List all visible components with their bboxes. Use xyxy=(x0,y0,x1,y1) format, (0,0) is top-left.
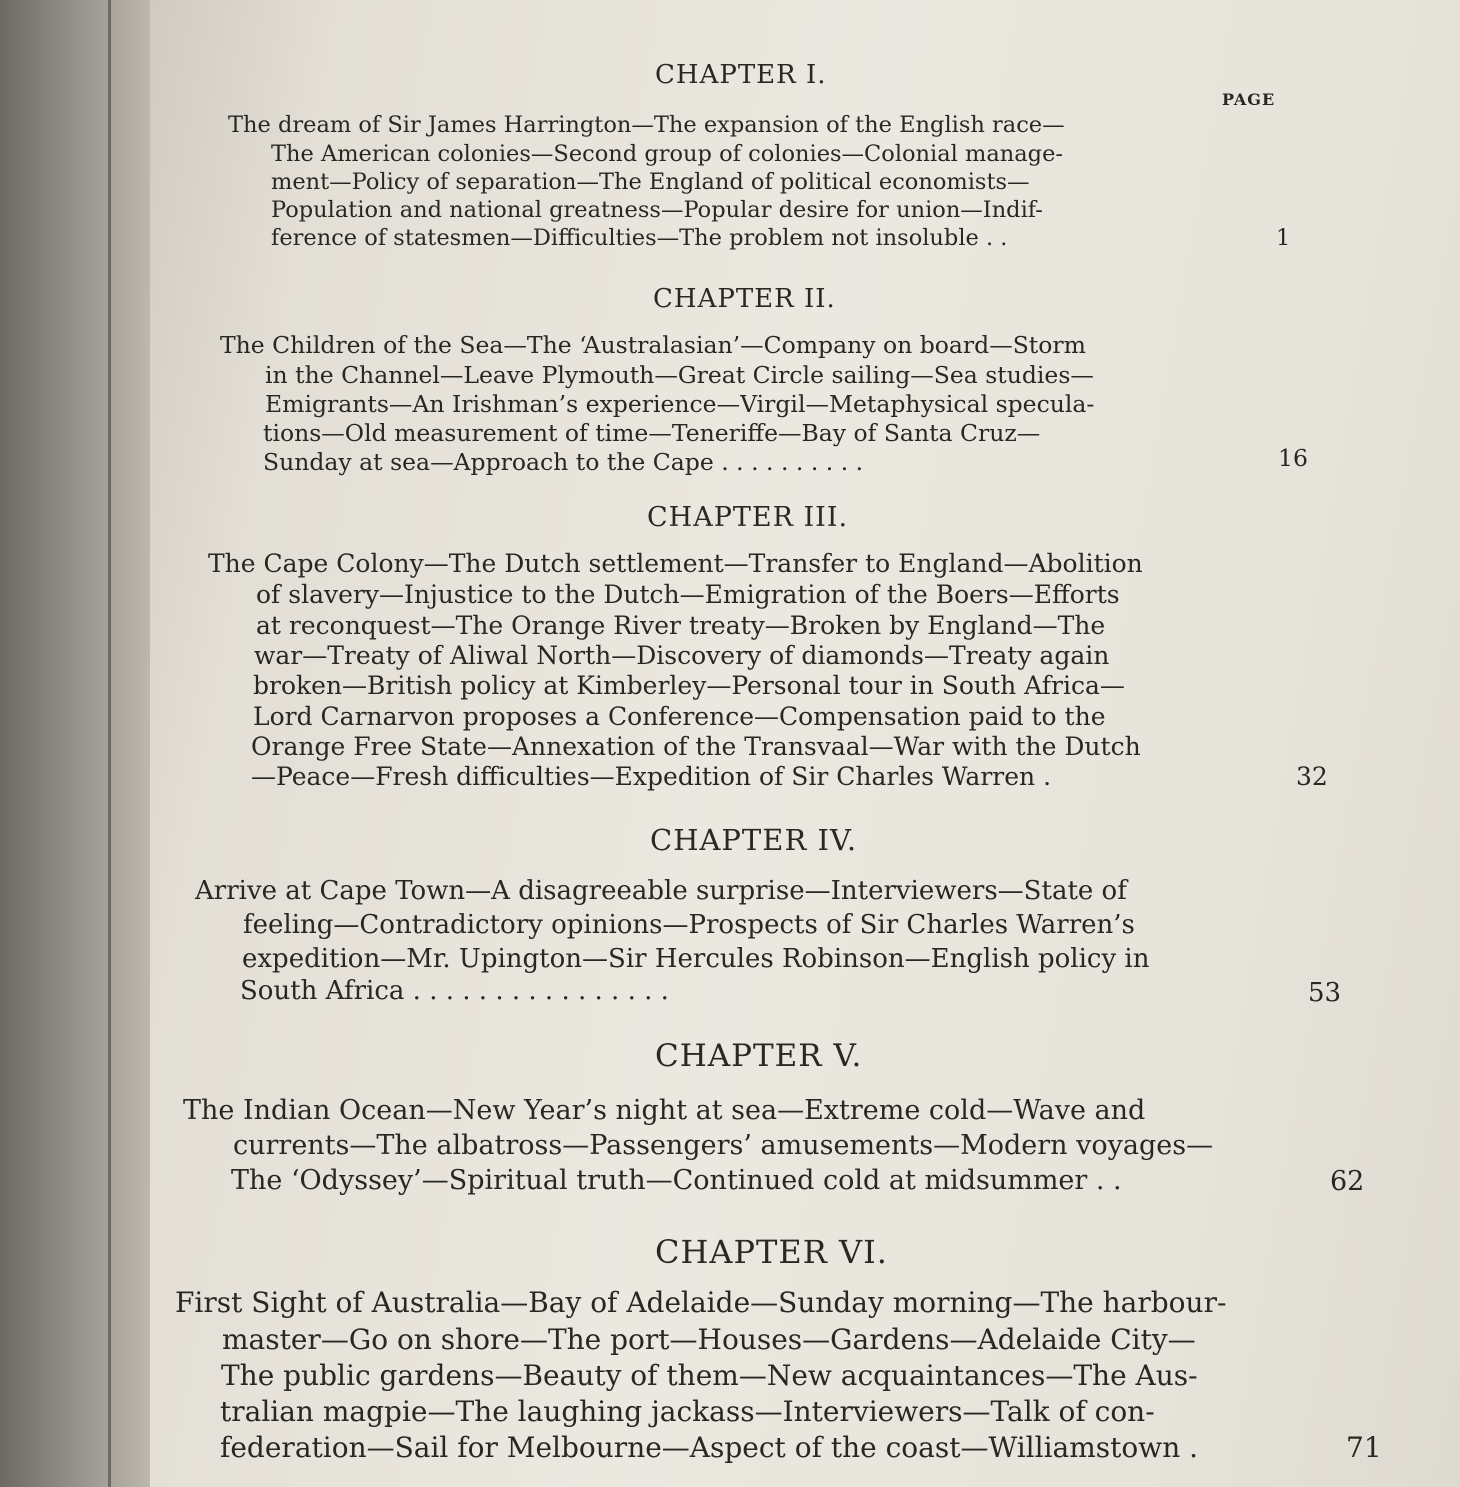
chapter-3-line-3: at reconquest—The Orange River treaty—Broken by England—The xyxy=(256,611,1106,640)
chapter-4-line-4: South Africa . . . . . . . . . . . . . . . . xyxy=(240,976,669,1006)
chapter-2-line-3: Emigrants—An Irishman’s experience—Virgil—Metaphysical specula- xyxy=(265,390,1095,418)
chapter-6-line-3: The public gardens—Beauty of them—New acquaintances—The Aus- xyxy=(221,1359,1198,1392)
chapter-6-line-1: First Sight of Australia—Bay of Adelaide—Sunday morning—The harbour- xyxy=(175,1286,1227,1319)
chapter-2-line-2: in the Channel—Leave Plymouth—Great Circle sailing—Sea studies— xyxy=(265,361,1094,389)
chapter-6-title: CHAPTER VI. xyxy=(655,1233,888,1271)
chapter-3-page-number: 32 xyxy=(1296,762,1328,791)
chapter-5-page-number: 62 xyxy=(1330,1166,1365,1197)
gutter-shadow xyxy=(108,0,111,1487)
chapter-3-line-2: of slavery—Injustice to the Dutch—Emigration of the Boers—Efforts xyxy=(256,580,1120,609)
chapter-3-line-4: war—Treaty of Aliwal North—Discovery of diamonds—Treaty again xyxy=(254,641,1110,670)
page-column-heading: PAGE xyxy=(1222,90,1276,109)
chapter-5-line-2: currents—The albatross—Passengers’ amusements—Modern voyages— xyxy=(233,1130,1214,1161)
chapter-6-line-2: master—Go on shore—The port—Houses—Gardens—Adelaide City— xyxy=(222,1323,1196,1356)
chapter-4-line-1: Arrive at Cape Town—A disagreeable surprise—Interviewers—State of xyxy=(195,876,1127,906)
chapter-5-line-1: The Indian Ocean—New Year’s night at sea—Extreme cold—Wave and xyxy=(183,1095,1146,1126)
chapter-5-line-3: The ‘Odyssey’—Spiritual truth—Continued cold at midsummer . . xyxy=(231,1165,1122,1196)
chapter-2-page-number: 16 xyxy=(1278,444,1308,472)
chapter-4-page-number: 53 xyxy=(1308,978,1342,1008)
chapter-4-title: CHAPTER IV. xyxy=(650,823,858,857)
book-spine xyxy=(0,0,150,1487)
chapter-3-line-8: —Peace—Fresh difficulties—Expedition of Sir Charles Warren . xyxy=(251,762,1052,791)
chapter-2-line-5: Sunday at sea—Approach to the Cape . . . . . . . . . . xyxy=(263,448,864,476)
chapter-6-line-4: tralian magpie—The laughing jackass—Interviewers—Talk of con- xyxy=(220,1395,1155,1428)
chapter-3-title: CHAPTER III. xyxy=(647,502,849,533)
chapter-6-page-number: 71 xyxy=(1346,1431,1382,1464)
chapter-3-line-7: Orange Free State—Annexation of the Transvaal—War with the Dutch xyxy=(251,732,1141,761)
chapter-1-line-3: ment—Policy of separation—The England of political economists— xyxy=(271,169,1030,195)
chapter-1-line-5: ference of statesmen—Difficulties—The problem not insoluble . . xyxy=(271,225,1008,251)
chapter-2-title: CHAPTER II. xyxy=(653,284,836,314)
chapter-1-line-1: The dream of Sir James Harrington—The expansion of the English race— xyxy=(228,112,1065,138)
chapter-2-line-1: The Children of the Sea—The ‘Australasian’—Company on board—Storm xyxy=(220,331,1086,359)
chapter-1-title: CHAPTER I. xyxy=(655,60,827,90)
chapter-6-line-5: federation—Sail for Melbourne—Aspect of the coast—Williamstown . xyxy=(220,1431,1199,1464)
chapter-3-line-5: broken—British policy at Kimberley—Personal tour in South Africa— xyxy=(253,671,1125,700)
chapter-2-line-4: tions—Old measurement of time—Teneriffe—Bay of Santa Cruz— xyxy=(263,419,1041,447)
chapter-3-line-6: Lord Carnarvon proposes a Conference—Compensation paid to the xyxy=(253,702,1106,731)
chapter-4-line-3: expedition—Mr. Upington—Sir Hercules Robinson—English policy in xyxy=(242,944,1150,974)
chapter-3-line-1: The Cape Colony—The Dutch settlement—Transfer to England—Abolition xyxy=(208,549,1143,578)
book-page xyxy=(150,0,1460,1487)
chapter-5-title: CHAPTER V. xyxy=(655,1038,863,1074)
chapter-1-page-number: 1 xyxy=(1276,225,1291,251)
chapter-1-line-4: Population and national greatness—Popular desire for union—Indif- xyxy=(271,197,1043,223)
chapter-4-line-2: feeling—Contradictory opinions—Prospects of Sir Charles Warren’s xyxy=(243,910,1135,940)
chapter-1-line-2: The American colonies—Second group of colonies—Colonial manage- xyxy=(271,141,1063,167)
